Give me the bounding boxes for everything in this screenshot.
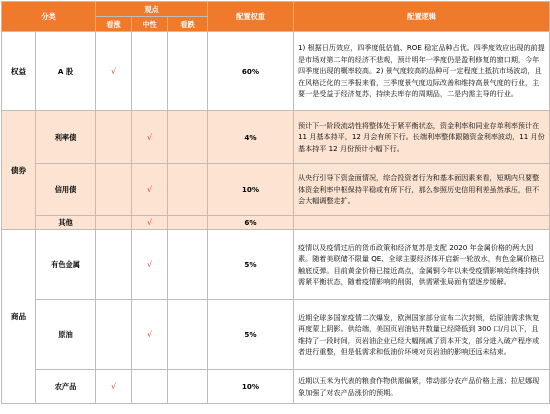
asset-name: 信用债 [36,164,96,216]
logic-cell: 疫情以及疫情过后的货币政策和经济复苏是支配 2020 年金属价格的两大因素。随着美联储不限量 QE、全球主要经济体开启新一轮放水，有色金属价格已触底反弹。目前黄金价格已接近高点，金属铜今年以来受疫情影响始终维持供需紧平衡状态，随着疫情影响的削弱，供需紧张局面有望逐步缓解。 [294,230,550,300]
equity-row [2,32,550,111]
logic-cell: 预计下一阶段流动性将整体处于紧平衡状态，资金利率和同业存单利率预计在 11 月基本持平，12 月会有所下行。长端利率整体跟随资金利率波动，11 月份基本持平 12 月份预计小幅下行。 [294,111,550,164]
category-cell: 权益 [2,32,36,111]
category-header: 分类 [2,2,96,32]
neutral-header: 中性 [132,17,168,32]
allocation-table [1,1,550,404]
commodity-metals-row [2,230,550,300]
asset-name: A 股 [36,32,96,111]
weight-cell: 10% [208,164,294,216]
weight-header: 配置权重 [208,2,294,32]
logic-cell: 1) 根据日历效应，四季度低估值、ROE 稳定品种占优。四季度效应出现的前提是市场对第二年的经济不悲观，预计明年一季度仍是盈利修复的窗口期，今年四季度出现的概率较高。2) 景气度较高的品种可一定程度上抵抗市场波动，且在风格泛化的三季报来看，三季度景气度边际改善和维持高景气度的行业，主要一是受益于经济复苏，持续去库存的周期品，二是内需主导的行业。 [294,32,550,111]
view-mark: √ [96,32,132,111]
weight-cell: 5% [208,300,294,370]
view-mark: √ [132,230,168,300]
logic-cell: 从央行引导下资金面情况，综合投资者行为和基本面因素来看，短期内只要整体资金利率中枢保持平稳或有所下行，那么参照历史信用利差虽然承压，但不会大幅调整走扩。 [294,164,550,216]
bond-rate-row [2,111,550,164]
bond-other-row [2,216,550,230]
view-mark: √ [132,111,168,164]
asset-name: 其他 [36,216,96,230]
asset-name: 农产品 [36,370,96,404]
bond-credit-row [2,164,550,216]
category-cell: 商品 [2,230,36,404]
weight-cell: 6% [208,216,294,230]
weight-cell: 4% [208,111,294,164]
bullish-header: 看涨 [96,17,132,32]
weight-cell: 5% [208,230,294,300]
commodity-oil-row [2,300,550,370]
asset-name: 利率债 [36,111,96,164]
logic-header: 配置逻辑 [294,2,550,32]
view-mark: √ [132,216,168,230]
view-mark: √ [132,164,168,216]
category-cell: 债券 [2,111,36,230]
view-mark: √ [96,370,132,404]
logic-cell [294,216,550,230]
logic-cell: 近期以玉米为代表的粮食作物供需偏紧，带动部分农产品价格上涨；拉尼娜现象加强了对农产品涨价的预期。 [294,370,550,404]
commodity-agri-row [2,370,550,404]
logic-cell: 近期全球多国家疫情二次爆发，欧洲国家部分宣布二次封锁，给原油需求恢复再度蒙上阴影。供给端，美国页岩油钻井数量已经降低到 300 口/月以下，且维持了一段时间，页岩油企业已经大幅削减了资本开支，部分进入破产程序或者进行重整，但是低需求和低油价环境对页岩油的影响还远未结束。 [294,300,550,370]
view-header: 观点 [96,2,208,17]
view-mark: √ [132,300,168,370]
asset-name: 原油 [36,300,96,370]
weight-cell: 60% [208,32,294,111]
asset-name: 有色金属 [36,230,96,300]
bearish-header: 看跌 [168,17,208,32]
weight-cell: 10% [208,370,294,404]
